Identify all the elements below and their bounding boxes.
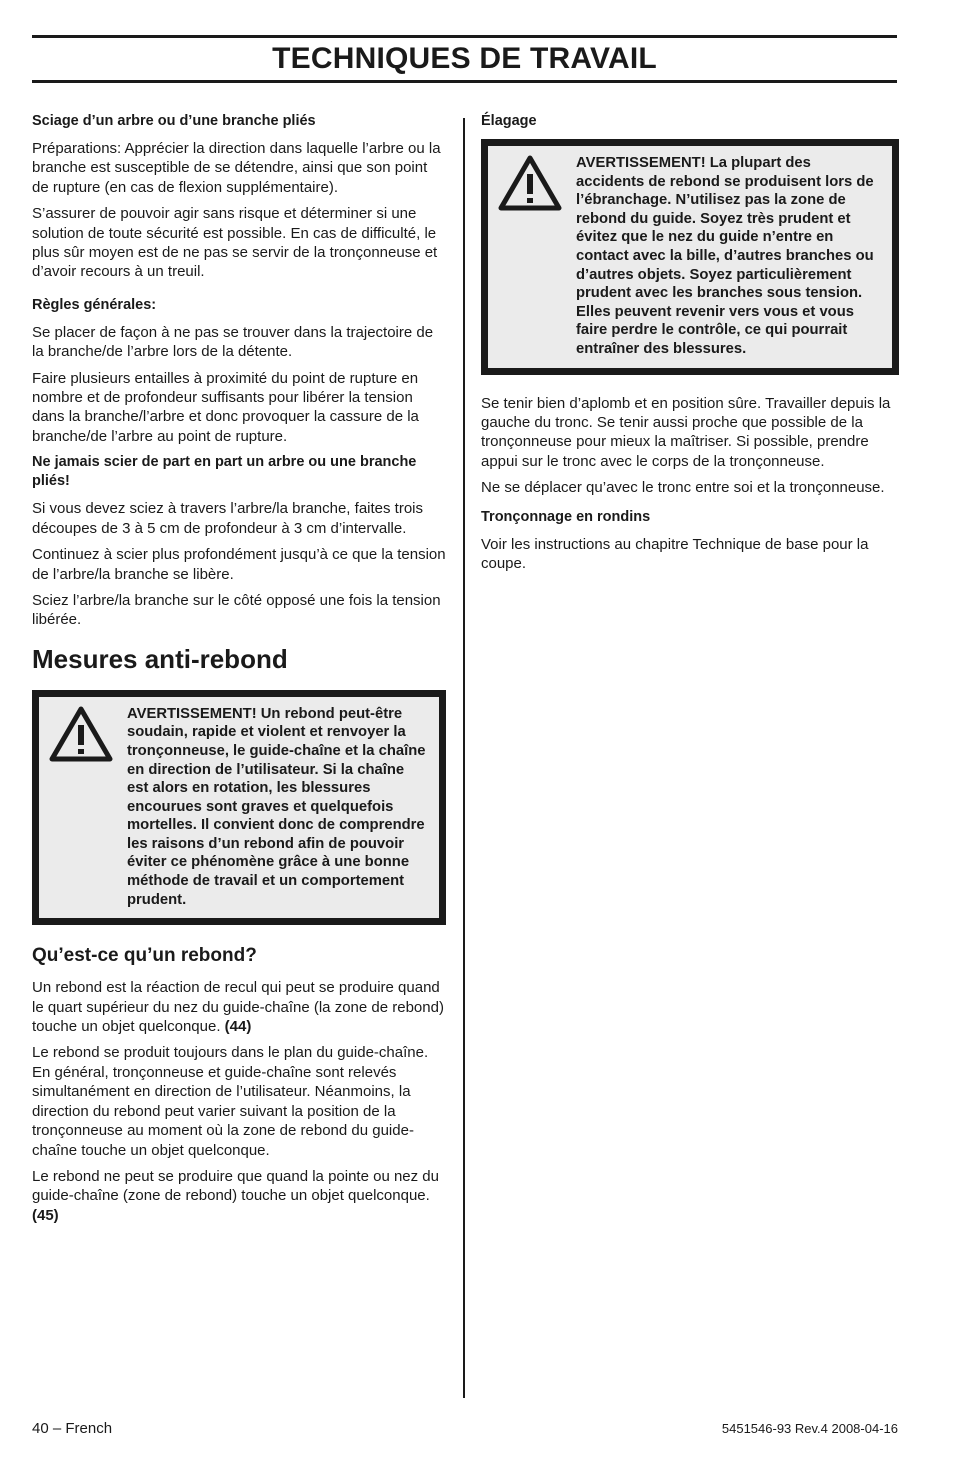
paragraph-text: Le rebond ne peut se produire que quand la pointe ou nez du guide-chaîne (zone de rebond) touche un objet quelconque. <box>32 1167 439 1205</box>
figure-reference: (45) <box>32 1206 59 1224</box>
paragraph <box>32 978 446 1036</box>
subheading-rondins: Tronçonnage en rondins <box>481 508 651 525</box>
paragraph-text: Un rebond est la réaction de recul qui peut se produire quand le quart supérieur du nez du guide-chaîne (la zone de rebond) touche un objet quelconque. <box>32 979 444 1036</box>
page-number: 40 – French <box>32 1420 113 1437</box>
warning-triangle-icon <box>49 705 113 763</box>
right-column <box>481 112 899 580</box>
warning-box <box>481 139 899 375</box>
warning-text: AVERTISSEMENT! Un rebond peut-être soudain, rapide et violent et renvoyer la tronçonneuse, le guide-chaîne et la chaîne en direction de l’utilisateur. Si la chaîne est alors en rotation, les blessures encourues sont graves et quelquefois mortelles. Il convient donc de comprendre les raisons d’un rebond afin de pouvoir éviter ce phénomène grâce à une bonne méthode de travail et un comportement prudent. <box>127 705 426 908</box>
subheading-ne-jamais: Ne jamais scier de part en part un arbre ou une branche pliés! <box>32 454 417 490</box>
document-id: 5451546-93 Rev.4 2008-04-16 <box>721 1421 898 1436</box>
warning-box <box>32 690 446 926</box>
paragraph: Continuez à scier plus profondément jusqu’à ce que la tension de l’arbre/la branche se libère. <box>32 546 446 583</box>
header-rule-top <box>32 35 897 38</box>
paragraph: Se placer de façon à ne pas se trouver dans la trajectoire de la branche/de l’arbre lors de la détente. <box>32 323 434 361</box>
paragraph: Si vous devez sciez à travers l’arbre/la branche, faites trois découpes de 3 à 5 cm de profondeur à 3 cm d’intervalle. <box>32 500 424 537</box>
subheading-elagage: Élagage <box>481 113 537 129</box>
column-divider <box>463 118 465 1398</box>
figure-reference: (44) <box>224 1018 252 1036</box>
paragraph: S’assurer de pouvoir agir sans risque et déterminer si une solution de toute sécurité est possible. En cas de difficulté, le plus sûr moyen est de ne pas se servir de la tronçonneuse et d’avoir recours à un treuil. <box>32 205 438 281</box>
paragraph: Le rebond se produit toujours dans le plan du guide-chaîne. En général, tronçonneuse et guide-chaîne sont relevés simultanément en direction de l’utilisateur. Néanmoins, la direction du rebond peut varier suivant la position de la tronçonneuse au moment où la zone de rebond du guide-chaîne touche un objet quelconque. <box>32 1044 429 1159</box>
subheading-sciage: Sciage d’un arbre ou d’une branche pliés <box>32 113 316 129</box>
paragraph: Se tenir bien d’aplomb et en position sûre. Travailler depuis la gauche du tronc. Se tenir aussi proche que possible de la tronçonneuse pour mieux la maîtriser. Si possible, prendre appui sur le tronc avec le corps de la tronçonneuse. <box>481 394 891 470</box>
header-rule-bottom <box>32 80 897 83</box>
paragraph: Préparations: Apprécier la direction dans laquelle l’arbre ou la branche est susceptible de se détendre, ainsi que son point de rupture (en cas de flexion supplémentaire). <box>32 140 441 196</box>
section-title-anti-rebond: Mesures anti-rebond <box>32 643 288 674</box>
left-column <box>32 112 446 1232</box>
paragraph <box>32 1167 446 1225</box>
paragraph: Sciez l’arbre/la branche sur le côté opposé une fois la tension libérée. <box>32 591 441 629</box>
warning-text: AVERTISSEMENT! La plupart des accidents de rebond se produisent lors de l’ébranchage. N’utilisez pas la zone de rebond du guide. Soyez très prudent et évitez que le nez du guide n’entre en contact avec la bille, d’autres branches ou d’autres objets. Soyez particulièrement prudent avec les branches sous tension. Elles peuvent revenir vers vous et vous faire perdre le contrôle, ce qui pourrait entraîner des blessures. <box>576 155 874 357</box>
paragraph: Faire plusieurs entailles à proximité du point de rupture en nombre et de profondeur suffisants pour libérer la tension dans la branche/l’arbre et donc provoquer la cassure de la branche/de l’arbre au point de rupture. <box>32 369 419 445</box>
paragraph: Voir les instructions au chapitre Technique de base pour la coupe. <box>481 535 869 572</box>
page-title: TECHNIQUES DE TRAVAIL <box>272 42 657 75</box>
warning-triangle-icon <box>498 154 562 212</box>
subheading-regles: Règles générales: <box>32 296 157 313</box>
paragraph: Ne se déplacer qu’avec le tronc entre soi et la tronçonneuse. <box>481 479 885 497</box>
subsection-title-rebond: Qu’est-ce qu’un rebond? <box>32 945 257 967</box>
